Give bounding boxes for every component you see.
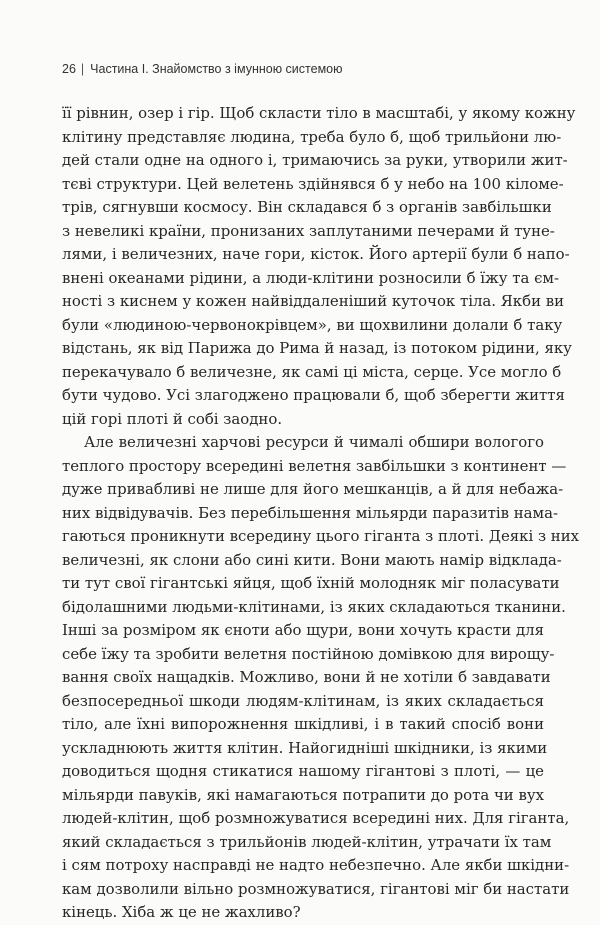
text-line: тіло, але їхні випорожнення шкідливі, і в такий спосіб вони [62, 715, 544, 733]
text-line: Але величезні харчові ресурси й чималі обшири вологого [84, 433, 544, 451]
text-line: бідолашними людьми-клітинами, із яких складаються тканини. [62, 597, 566, 616]
text-line: перекачувало б величезне, як самі ці міста, серце. Усе могло б [62, 362, 562, 381]
text-line: доводиться щодня стикатися нашому гігантові з плоті, — це [62, 762, 544, 780]
text-line: були «людиною-червонокрівцем», ви щохвилини долали б таку [62, 315, 563, 334]
text-line: ти тут свої гігантські яйця, щоб їхній молодняк міг поласувати [62, 574, 560, 592]
text-line: гаються проникнути всередину цього гіганта з плоті. Деякі з них [62, 527, 580, 545]
paragraph-2 [62, 431, 580, 925]
text-line: дуже привабливі не лише для його мешканців, а й для небажа- [62, 480, 564, 498]
text-line: ускладнюють життя клітин. Найогидніші шкідники, із якими [62, 738, 548, 757]
running-head [62, 62, 343, 76]
text-line: внені океанами рідини, а люди-клітини розносили б їжу та єм- [62, 268, 560, 287]
text-line: кінець. Хіба ж це не жахливо? [62, 903, 301, 921]
text-line: трів, сягнувши космосу. Він складався б з органів завбільшки [62, 198, 552, 216]
text-line: людей-клітин, щоб розмножуватися всередині них. Для гіганта, [62, 809, 570, 827]
text-line: мільярди павуків, які намагаються потрапити до рота чи вух [62, 785, 544, 804]
text-line: теплого простору всередині велетня завбільшки з континент — [62, 456, 567, 475]
header-separator: | [80, 62, 85, 76]
text-line: безпосередньої шкоди людям-клітинам, із яких складається [62, 691, 544, 710]
paragraph-1 [62, 102, 576, 431]
text-line: її рівнин, озер і гір. Щоб скласти тіло в масштабі, у якому кожну [62, 104, 576, 122]
text-line: величезні, як слони або сині кити. Вони мають намір відклада- [62, 550, 562, 569]
text-line: клітину представляє людина, треба було б, щоб трильйони лю- [62, 127, 562, 146]
text-line: відстань, як від Парижа до Рима й назад, із потоком рідини, яку [62, 339, 572, 357]
text-line: себе їжу та зробити велетня постійною домівкою для вирощу- [62, 644, 555, 663]
text-line: який складається з трильйонів людей-клітин, утрачати їх там [62, 832, 552, 851]
text-line: тєві структури. Цей велетень здійнявся б у небо на 100 кіломе- [62, 174, 564, 193]
text-line: ності з киснем у кожен найвіддаленіший куточок тіла. Якби ви [62, 292, 565, 310]
text-line: дей стали одне на одного і, тримаючись за руки, утворили жит- [62, 151, 568, 169]
text-line: них відвідувачів. Без перебільшення мільярди паразитів нама- [62, 503, 559, 522]
text-line: і сям потроху насправді не надто небезпечно. Але якби шкідни- [62, 856, 570, 874]
text-line: кам дозволили вільно розмножуватися, гігантові міг би настати [62, 879, 570, 898]
text-line: бути чудово. Усі злагоджено працювали б, щоб зберегти життя [62, 386, 565, 404]
text-line: з невеликі країни, пронизаних заплутаними печерами й туне- [62, 221, 555, 240]
page-number: 26 [62, 62, 76, 76]
text-line: Інші за розміром як єноти або щури, вони хочуть красти для [62, 621, 544, 639]
text-line: цій горі плоті й собі заодно. [62, 409, 283, 428]
text-line: вання своїх нащадків. Можливо, вони й не хотіли б завдавати [62, 668, 551, 686]
text-line: лями, і величезних, наче гори, кісток. Його артерії були б напо- [62, 245, 570, 263]
chapter-title: Частина I. Знайомство з імунною системою [90, 62, 343, 76]
body-text [62, 102, 580, 925]
